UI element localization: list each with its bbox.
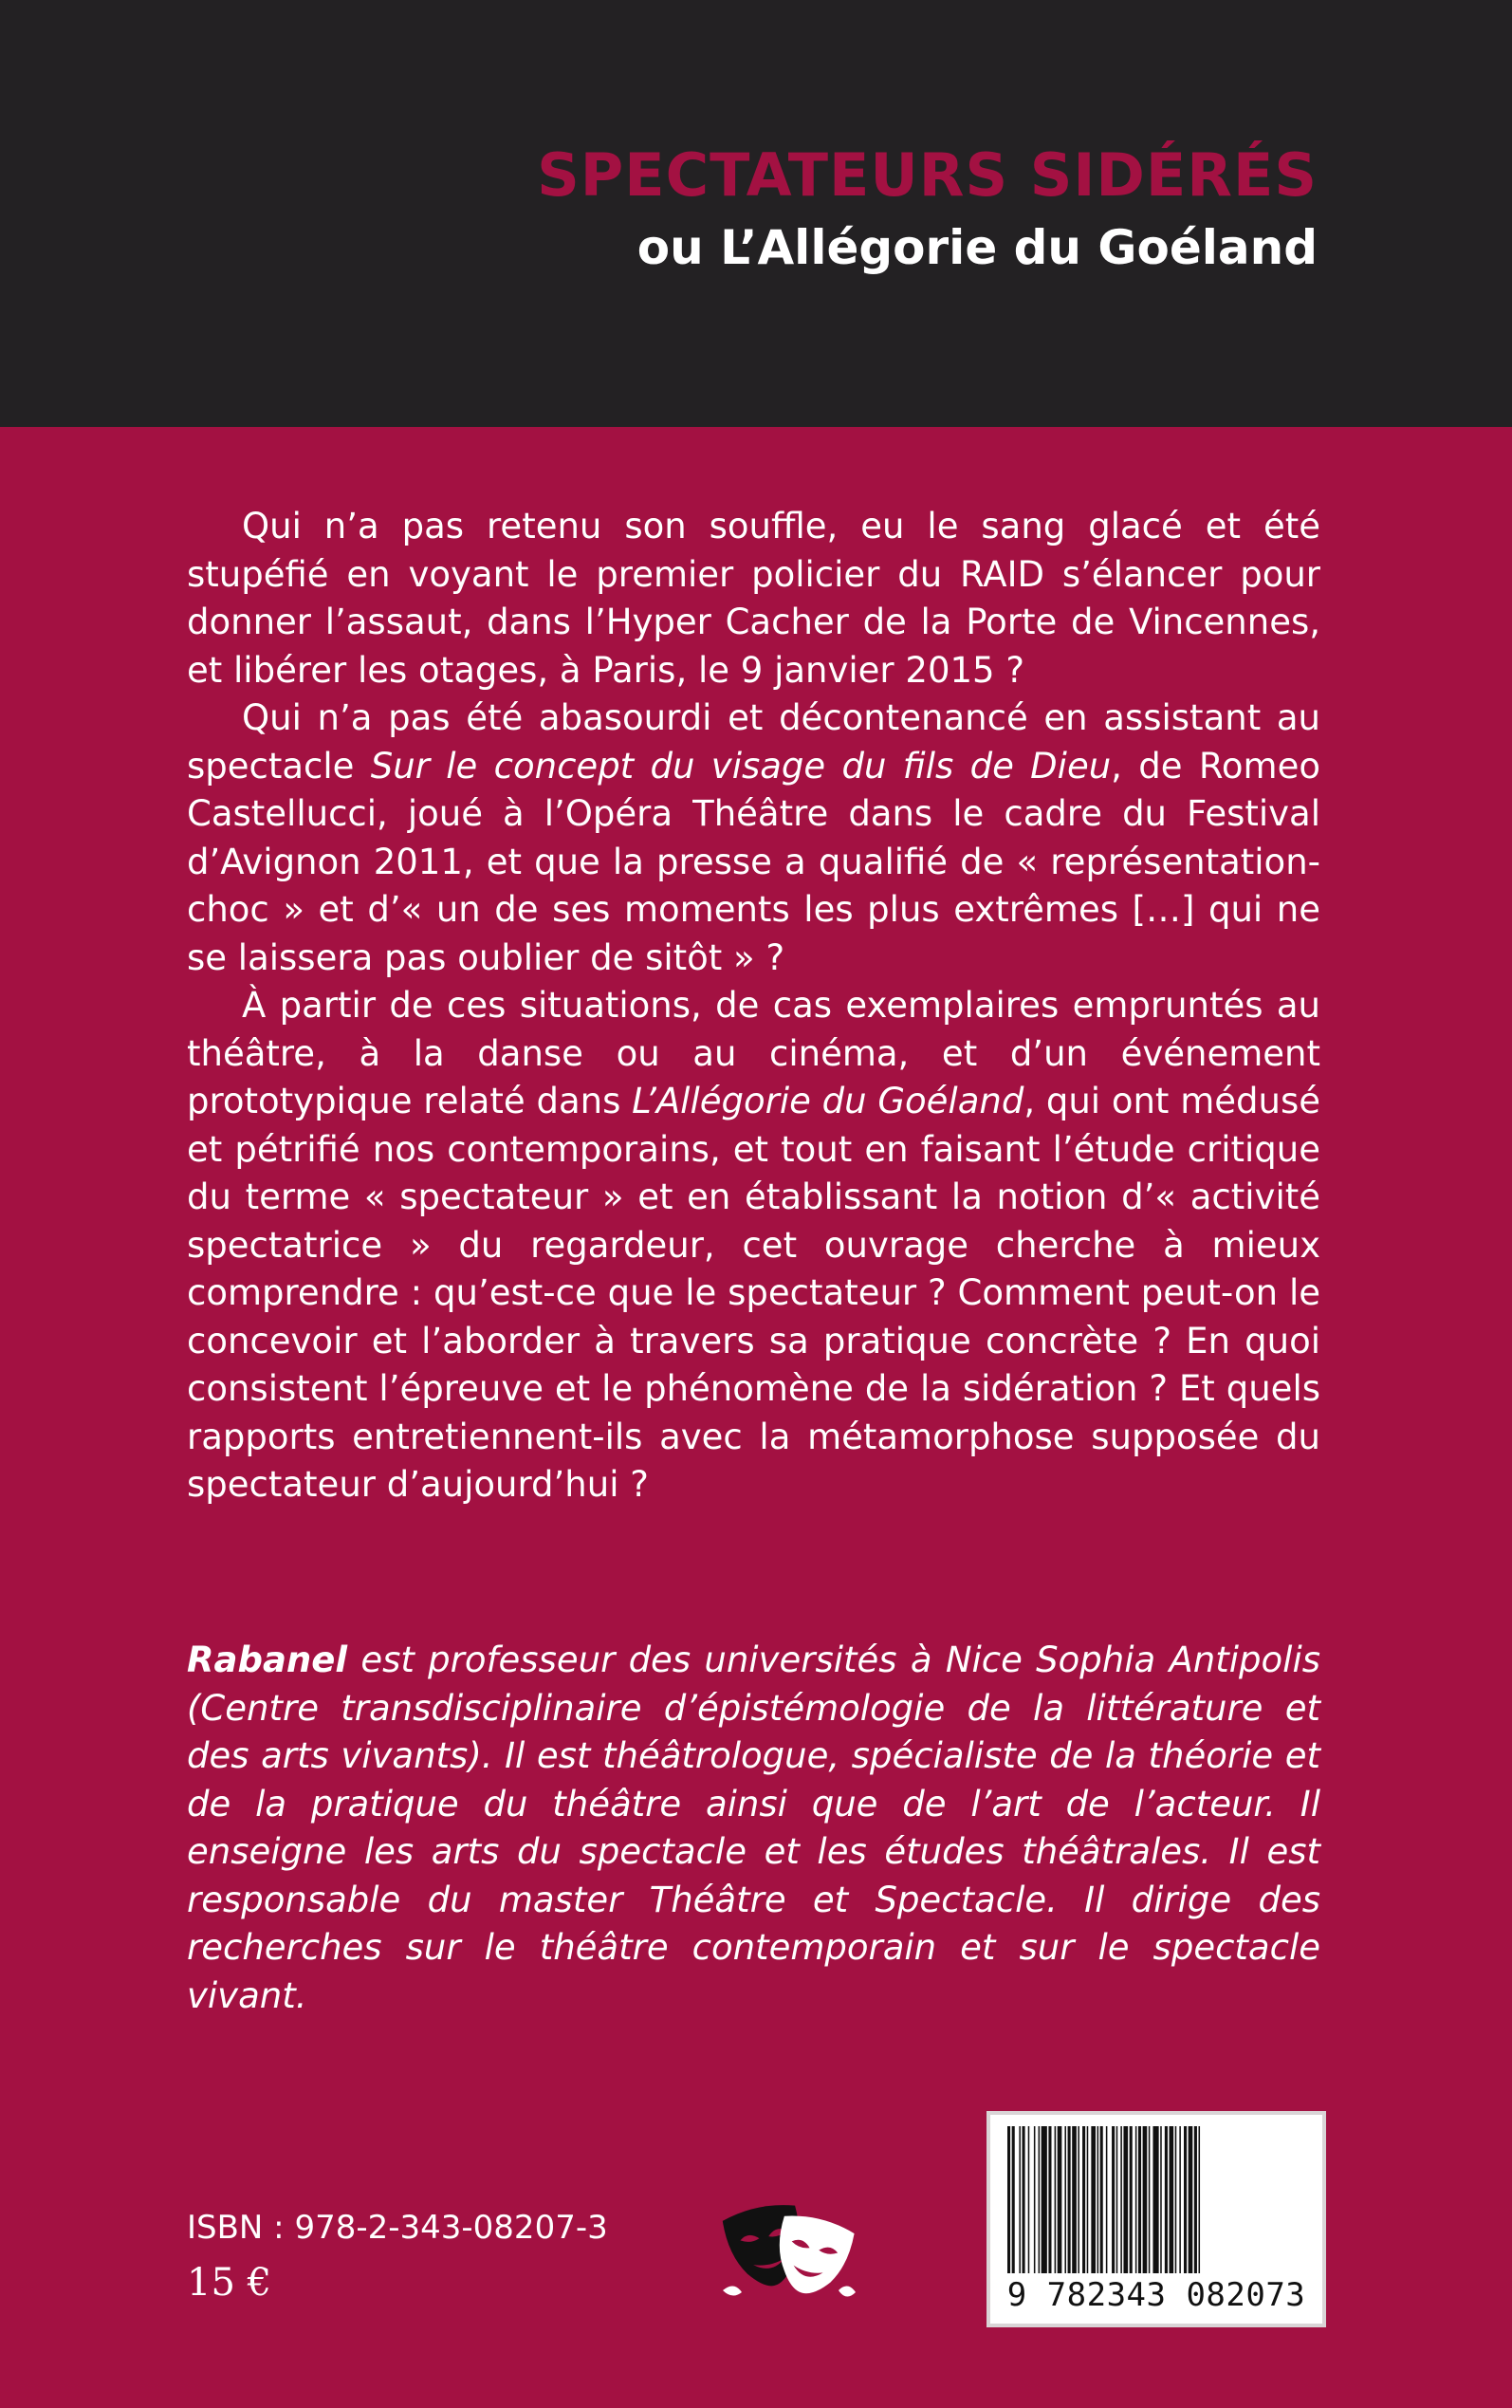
- barcode-bar: [1042, 2126, 1047, 2273]
- barcode-bar: [1143, 2126, 1148, 2273]
- barcode-bar: [1138, 2126, 1141, 2273]
- barcode-bar: [1130, 2126, 1133, 2273]
- barcode-bar: [1135, 2126, 1137, 2273]
- theatre-masks-icon: [713, 2199, 861, 2306]
- barcode-bar: [1064, 2126, 1066, 2273]
- barcode-bar: [1058, 2126, 1062, 2273]
- barcode-bar: [1106, 2126, 1108, 2273]
- price: 15 €: [187, 2261, 272, 2305]
- barcode-bar: [1012, 2126, 1015, 2273]
- author-bio: [187, 1637, 1320, 2020]
- barcode-bar: [1123, 2126, 1128, 2273]
- barcode-number: 9 782343 082073: [1006, 2276, 1306, 2314]
- work-title: Sur le concept du visage du fils de Dieu: [370, 745, 1112, 787]
- barcode-bars: [1005, 2126, 1307, 2273]
- barcode-bar: [1170, 2126, 1174, 2273]
- isbn: ISBN : 978-2-343-08207-3: [187, 2209, 608, 2247]
- barcode-bar: [1068, 2126, 1071, 2273]
- barcode-bar: [1199, 2126, 1201, 2273]
- barcode-bar: [1184, 2126, 1187, 2273]
- synopsis-text: À partir de ces situations, de cas exemplaires empruntés au théâtre, à la danse ou au cinéma, et d’un événement prototypique relaté dans: [187, 985, 1320, 1121]
- barcode-bar: [1100, 2126, 1103, 2273]
- author-name: Rabanel: [187, 1639, 348, 1680]
- barcode-bar: [1152, 2126, 1158, 2273]
- barcode-bar: [1091, 2126, 1096, 2273]
- barcode-bar: [1078, 2126, 1079, 2273]
- barcode-bar: [1194, 2126, 1197, 2273]
- barcode-bar: [1116, 2126, 1118, 2273]
- book-title: SPECTATEURS SIDÉRÉS: [537, 140, 1318, 210]
- barcode-bar: [1179, 2126, 1181, 2273]
- author-bio-text: est professeur des universités à Nice Sophia Antipolis (Centre transdisciplinaire d’épistémologie de la littérature et des arts vivants). Il est théâtrologue, spécialiste de la théorie et de la pratique du théâtre ainsi que de l’art de l’acteur. Il enseigne les arts du spectacle et les études théâtrales. Il est responsable du master Théâtre et Spectacle. Il dirige des recherches sur le théâtre contemporain et sur le spectacle vivant.: [187, 1639, 1320, 2016]
- barcode-bar: [1120, 2126, 1122, 2273]
- barcode-bar: [1055, 2126, 1057, 2273]
- barcode-bar: [1087, 2126, 1089, 2273]
- barcode-bar: [1160, 2126, 1162, 2273]
- barcode-bar: [1034, 2126, 1036, 2273]
- barcode-bar: [1039, 2126, 1041, 2273]
- synopsis-paragraph: [187, 982, 1320, 1510]
- barcode-bar: [1019, 2126, 1021, 2273]
- barcode: [986, 2111, 1326, 2327]
- synopsis-paragraph: [187, 503, 1320, 695]
- synopsis-text: , de Romeo Castellucci, joué à l’Opéra Théâtre dans le cadre du Festival d’Avignon 2011, et que la presse a qualifié de « représentation-choc » et d’« un de ses moments les plus extrêmes […] qui ne se laissera pas oublier de sitôt » ?: [187, 745, 1320, 978]
- barcode-bar: [1097, 2126, 1099, 2273]
- cover-header-band: [0, 0, 1512, 427]
- barcode-bar: [1112, 2126, 1115, 2273]
- barcode-bar: [1072, 2126, 1077, 2273]
- work-title: L’Allégorie du Goéland: [632, 1081, 1024, 1121]
- synopsis-text: Qui n’a pas été abasourdi et décontenancé en assistant au spectacle: [187, 697, 1320, 787]
- book-subtitle: ou L’Allégorie du Goéland: [636, 220, 1318, 275]
- barcode-bar: [1007, 2126, 1010, 2273]
- barcode-bar: [1175, 2126, 1177, 2273]
- synopsis-text: , qui ont médusé et pétrifié nos contemporains, et tout en faisant l’étude critique du terme « spectateur » et en établissant la notion d’« activité spectatrice » du regardeur, cet ouvrage cherche à mieux comprendre : qu’est-ce que le spectateur ? Comment peut-on le concevoir et l’aborder à travers sa pratique concrète ? En quoi consistent l’épreuve et le phénomène de la sidération ? Et quels rapports entretiennent-ils avec la métamorphose supposée du spectateur d’aujourd’hui ?: [187, 1081, 1320, 1505]
- synopsis: [187, 503, 1320, 1510]
- barcode-bar: [1149, 2126, 1151, 2273]
- barcode-bar: [1028, 2126, 1030, 2273]
- barcode-bar: [1048, 2126, 1051, 2273]
- barcode-bar: [1189, 2126, 1193, 2273]
- synopsis-paragraph: [187, 695, 1320, 982]
- barcode-bar: [1082, 2126, 1085, 2273]
- barcode-bar: [1023, 2126, 1025, 2273]
- synopsis-text: Qui n’a pas retenu son souffle, eu le sang glacé et été stupéfié en voyant le premier policier du RAID s’élancer pour donner l’assaut, dans l’Hyper Cacher de la Porte de Vincennes, et libérer les otages, à Paris, le 9 janvier 2015 ?: [187, 506, 1320, 691]
- barcode-bar: [1165, 2126, 1168, 2273]
